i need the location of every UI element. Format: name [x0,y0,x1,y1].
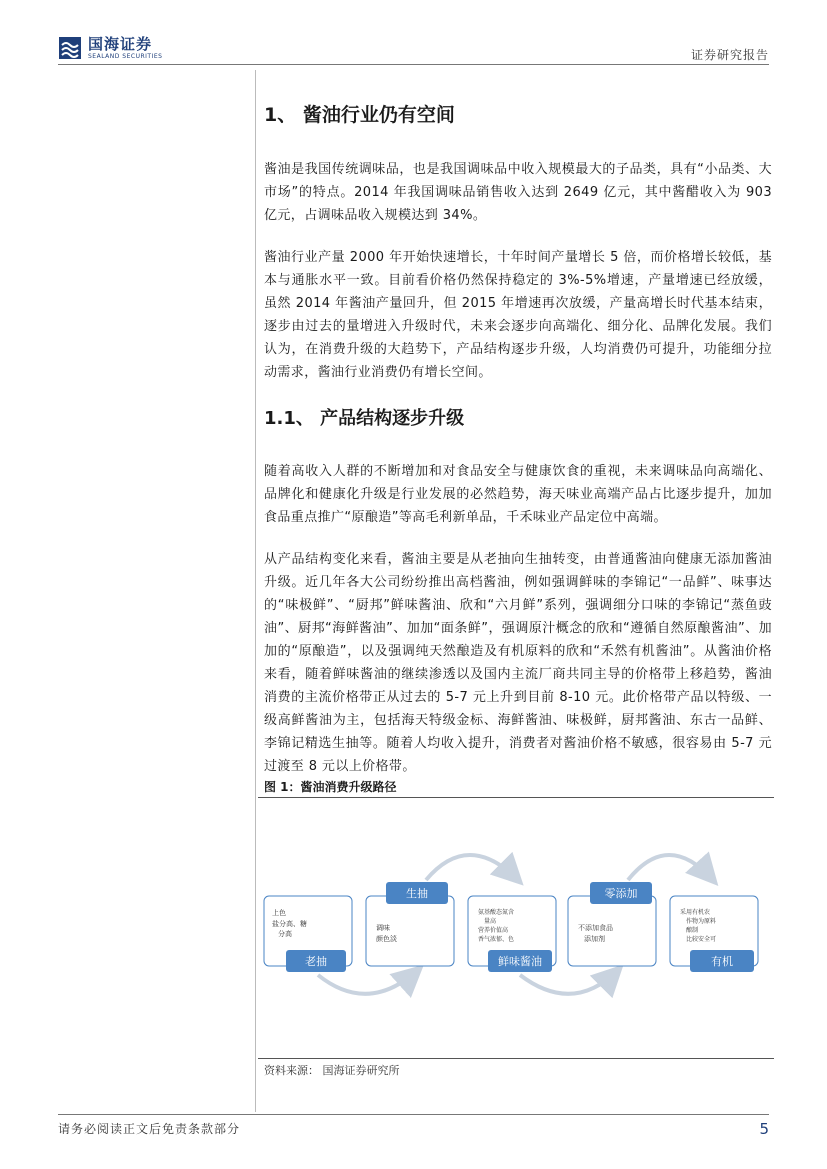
stage-lingtianjia-bullet-2: 添加剂 [584,935,605,943]
stage-lingtianjia [568,882,656,966]
sealand-logo-icon [58,36,82,60]
stage-youji-bullet-3: 酿制 [686,927,699,934]
company-logo [58,36,162,60]
stage-shengchou-label: 生抽 [406,887,428,900]
section-1-paragraph-1: 酱油是我国传统调味品，也是我国调味品中收入规模最大的子品类，具有“小品类、大市场”的特点。2014 年我国调味品销售收入达到 2649 亿元，其中酱醋收入为 903 亿元，占调味品收入规模达到 34%。 [264,162,772,223]
figure-caption: 图 1：酱油消费升级路径 [264,780,397,794]
stage-youji-bullet-2: 作物为原料 [686,918,717,925]
report-type-label: 证券研究报告 [690,48,769,62]
footer-divider [58,1114,769,1115]
arrow-top-2 [628,855,713,880]
stage-xianwei-label: 鲜味酱油 [498,955,542,968]
stage-laochou-bullet-3: 分高 [278,930,292,938]
figure-source: 资料来源： 国海证券研究所 [264,1064,400,1077]
stage-youji-label: 有机 [711,955,733,968]
stage-xianwei-bullet-2: 量高 [484,918,497,925]
company-name-cn: 国海证券 [88,34,153,53]
disclaimer-note: 请务必阅读正文后免责条款部分 [58,1122,241,1136]
figure-bottom-rule [258,1058,774,1059]
header-divider [58,64,769,65]
stage-shengchou-bullet-1: 调味 [376,924,390,932]
stage-xianwei [468,896,556,972]
stage-laochou-bullet-2: 盐分高、糖 [272,920,307,928]
stage-shengchou [366,882,454,966]
section-1-title: 1、 酱油行业仍有空间 [264,104,455,126]
margin-divider [255,70,256,1112]
stage-laochou-label: 老抽 [305,955,327,968]
page-number: 5 [759,1120,769,1138]
page-header [0,0,827,70]
section-1-paragraph-2: 酱油行业产量 2000 年开始快速增长，十年时间产量增长 5 倍，而价格增长较低，基本与通胀水平一致。目前看价格仍然保持稳定的 3%-5%增速，产量增速已经放缓，虽然 2014 年酱油产量回升，但 2015 年增速再次放缓，产量高增长时代基本结束，逐步由过去的量增进入升级时代，未来会逐步向高端化、细分化、品牌化发展。我们认为，在消费升级的大趋势下，产品结构逐步升级，人均消费仍可提升，功能细分拉动需求，酱油行业消费仍有增长空间。 [264,250,772,380]
stage-lingtianjia-bullet-1: 不添加食品 [578,924,613,932]
figure-upgrade-path [258,800,774,1056]
upgrade-path-diagram [258,800,774,1056]
stage-xianwei-bullet-4: 香气浓郁、色 [478,936,515,943]
arrow-top-1 [426,855,518,880]
section-1-1-paragraph-2: 从产品结构变化来看，酱油主要是从老抽向生抽转变，由普通酱油向健康无添加酱油升级。近几年各大公司纷纷推出高档酱油，例如强调鲜味的李锦记“一品鲜”、味事达的“味极鲜”、“厨邦”鲜味酱油、欣和“六月鲜”系列，强调细分口味的李锦记“蒸鱼豉油”、厨邦“海鲜酱油”、加加“面条鲜”，强调原汁概念的欣和“遵循自然原酿酱油”、加加的“原酿造”，以及强调纯天然酿造及有机原料的欣和“禾然有机酱油”。从酱油价格来看，随着鲜味酱油的继续渗透以及国内主流厂商共同主导的价格带上移趋势，酱油消费的主流价格带正从过去的 5-7 元上升到目前 8-10 元。此价格带产品以特级、一级高鲜酱油为主，包括海天特级金标、海鲜酱油、味极鲜，厨邦酱油、东古一品鲜、李锦记精选生抽等。随着人均收入提升，消费者对酱油价格不敏感，很容易由 5-7 元过渡至 8 元以上价格带。 [264,552,772,774]
company-name-en: SEALAND SECURITIES [88,52,163,60]
stage-laochou [264,896,352,972]
section-1-1-title: 1.1、 产品结构逐步升级 [264,408,465,429]
stage-youji-bullet-4: 比较安全可 [686,936,717,943]
stage-youji [670,896,758,972]
stage-xianwei-bullet-1: 氨基酸态氮含 [478,909,515,916]
arrow-bottom-1 [318,970,418,994]
stage-shengchou-bullet-2: 颜色淡 [376,935,397,943]
stage-youji-bullet-1: 采用有机农 [680,909,711,916]
section-1-1-paragraph-1: 随着高收入人群的不断增加和对食品安全与健康饮食的重视，未来调味品向高端化、品牌化和健康化升级是行业发展的必然趋势，海天味业高端产品占比逐步提升，加加食品重点推广“原酿造”等高毛利新单品，千禾味业产品定位中高端。 [264,464,772,525]
figure-top-rule [258,797,774,798]
stage-xianwei-bullet-3: 营养价值高 [478,927,509,934]
stage-laochou-bullet-1: 上色 [272,909,286,917]
arrow-bottom-2 [520,970,618,994]
stage-lingtianjia-label: 零添加 [604,887,638,900]
